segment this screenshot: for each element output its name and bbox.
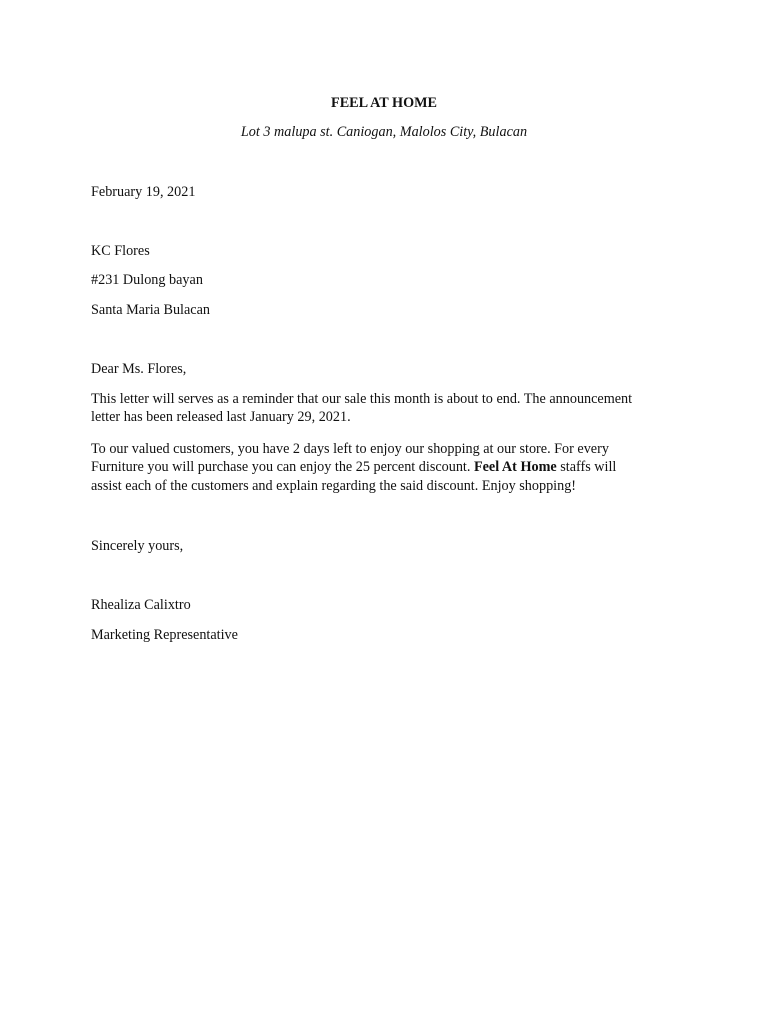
salutation: Dear Ms. Flores,: [91, 361, 187, 377]
body-paragraph-2-line-3: assist each of the customers and explain regarding the said discount. Enjoy shopping!: [91, 478, 577, 494]
body-text-segment: staffs will: [556, 459, 617, 475]
letter-date: February 19, 2021: [91, 184, 196, 200]
body-paragraph-1-line-2: letter has been released last January 29, 2021.: [91, 409, 351, 425]
body-text-segment: Furniture you will purchase you can enjoy the 25 percent discount.: [91, 459, 474, 475]
closing: Sincerely yours,: [91, 538, 184, 554]
company-name: FEEL AT HOME: [331, 95, 437, 111]
body-paragraph-2-line-2: [91, 458, 681, 476]
recipient-name: KC Flores: [91, 243, 150, 259]
signature-name: Rhealiza Calixtro: [91, 597, 191, 613]
company-name-emphasis: Feel At Home: [473, 459, 557, 475]
company-address: Lot 3 malupa st. Caniogan, Malolos City, Bulacan: [240, 124, 528, 140]
body-paragraph-1-line-1: This letter will serves as a reminder that our sale this month is about to end. The announcement: [91, 391, 633, 407]
recipient-street: #231 Dulong bayan: [91, 272, 203, 288]
body-paragraph-2-line-1: To our valued customers, you have 2 days left to enjoy our shopping at our store. For every: [91, 441, 609, 457]
recipient-city: Santa Maria Bulacan: [91, 302, 210, 318]
signature-title: Marketing Representative: [91, 627, 238, 643]
